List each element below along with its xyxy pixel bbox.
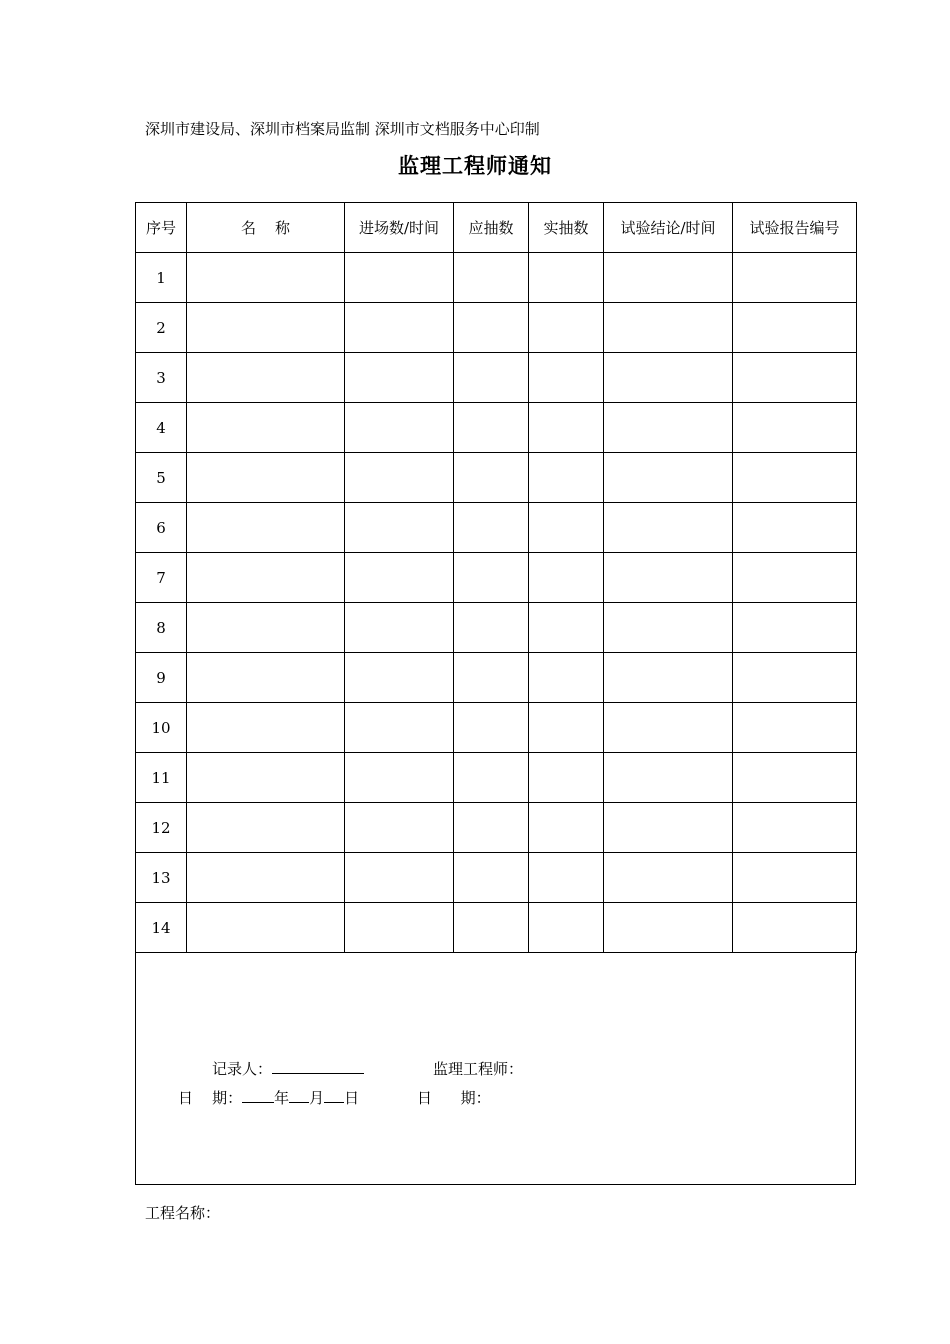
table-cell[interactable]: [604, 403, 733, 453]
table-cell[interactable]: [454, 353, 529, 403]
table-cell[interactable]: [604, 503, 733, 553]
table-cell[interactable]: [529, 353, 604, 403]
engineer-date-label: 日 期：: [417, 1089, 491, 1107]
row-number: 10: [136, 703, 187, 753]
table-cell[interactable]: [529, 553, 604, 603]
table-cell[interactable]: [345, 903, 454, 953]
table-cell[interactable]: [529, 653, 604, 703]
table-cell[interactable]: [529, 853, 604, 903]
table-cell[interactable]: [529, 603, 604, 653]
table-cell[interactable]: [187, 553, 345, 603]
table-cell[interactable]: [733, 403, 857, 453]
row-number: 11: [136, 753, 187, 803]
table-cell[interactable]: [454, 653, 529, 703]
row-number: 13: [136, 853, 187, 903]
table-cell[interactable]: [733, 253, 857, 303]
row-number: 8: [136, 603, 187, 653]
table-cell[interactable]: [345, 603, 454, 653]
table-cell[interactable]: [733, 653, 857, 703]
table-cell[interactable]: [529, 503, 604, 553]
table-cell[interactable]: [187, 853, 345, 903]
row-number: 9: [136, 653, 187, 703]
table-row: [136, 503, 857, 553]
table-cell[interactable]: [733, 453, 857, 503]
table-cell[interactable]: [604, 553, 733, 603]
table-cell[interactable]: [454, 553, 529, 603]
table-row: [136, 253, 857, 303]
table-row: [136, 303, 857, 353]
notice-table: [135, 202, 857, 953]
table-cell[interactable]: [454, 453, 529, 503]
table-cell[interactable]: [733, 903, 857, 953]
row-number: 2: [136, 303, 187, 353]
signature-box: [135, 951, 856, 1185]
row-number: 14: [136, 903, 187, 953]
row-number: 7: [136, 553, 187, 603]
table-cell[interactable]: [733, 553, 857, 603]
table-cell[interactable]: [529, 403, 604, 453]
table-row: [136, 753, 857, 803]
row-number: 12: [136, 803, 187, 853]
table-cell[interactable]: [187, 653, 345, 703]
table-cell[interactable]: [529, 253, 604, 303]
table-cell[interactable]: [454, 503, 529, 553]
table-cell[interactable]: [604, 903, 733, 953]
table-cell[interactable]: [733, 753, 857, 803]
table-cell[interactable]: [345, 303, 454, 353]
column-header: 实抽数: [529, 203, 604, 253]
month-blank[interactable]: [289, 1088, 309, 1103]
table-cell[interactable]: [604, 753, 733, 803]
document-title: 监理工程师通知: [398, 153, 552, 178]
table-cell[interactable]: [187, 903, 345, 953]
table-cell[interactable]: [187, 703, 345, 753]
table-cell[interactable]: [345, 353, 454, 403]
table-cell[interactable]: [733, 703, 857, 753]
table-cell[interactable]: [345, 803, 454, 853]
table-cell[interactable]: [733, 503, 857, 553]
table-cell[interactable]: [454, 803, 529, 853]
table-cell[interactable]: [345, 453, 454, 503]
row-number: 1: [136, 253, 187, 303]
table-cell[interactable]: [604, 803, 733, 853]
table-cell[interactable]: [604, 853, 733, 903]
year-label: 年: [274, 1089, 290, 1107]
table-cell[interactable]: [454, 753, 529, 803]
table-row: [136, 553, 857, 603]
year-blank[interactable]: [242, 1088, 274, 1103]
row-number: 4: [136, 403, 187, 453]
table-cell[interactable]: [345, 503, 454, 553]
table-cell[interactable]: [454, 853, 529, 903]
row-number: 6: [136, 503, 187, 553]
table-cell[interactable]: [529, 453, 604, 503]
table-row: [136, 903, 857, 953]
table-row: [136, 353, 857, 403]
table-cell[interactable]: [733, 803, 857, 853]
table-cell[interactable]: [529, 303, 604, 353]
table-cell[interactable]: [187, 253, 345, 303]
table-row: [136, 703, 857, 753]
table-cell[interactable]: [345, 653, 454, 703]
table-cell[interactable]: [187, 353, 345, 403]
table-cell[interactable]: [733, 853, 857, 903]
table-cell[interactable]: [454, 903, 529, 953]
table-cell[interactable]: [529, 803, 604, 853]
table-cell[interactable]: [345, 753, 454, 803]
table-cell[interactable]: [604, 253, 733, 303]
table-row: [136, 653, 857, 703]
table-row: [136, 453, 857, 503]
table-cell[interactable]: [345, 553, 454, 603]
table-cell[interactable]: [187, 303, 345, 353]
table-cell[interactable]: [454, 253, 529, 303]
table-row: [136, 803, 857, 853]
table-cell[interactable]: [454, 403, 529, 453]
row-number: 5: [136, 453, 187, 503]
table-cell[interactable]: [604, 353, 733, 403]
day-blank[interactable]: [324, 1088, 344, 1103]
column-header: 试验报告编号: [733, 203, 857, 253]
table-row: [136, 603, 857, 653]
table-cell[interactable]: [454, 303, 529, 353]
engineer-label: 监理工程师：: [433, 1060, 524, 1078]
table-cell[interactable]: [187, 503, 345, 553]
table-cell[interactable]: [345, 703, 454, 753]
table-cell[interactable]: [187, 403, 345, 453]
column-header: 序号: [136, 203, 187, 253]
column-header: 试验结论/时间: [604, 203, 733, 253]
table-cell[interactable]: [529, 903, 604, 953]
table-cell[interactable]: [345, 403, 454, 453]
table-cell[interactable]: [604, 653, 733, 703]
table-cell[interactable]: [604, 453, 733, 503]
table-cell[interactable]: [345, 253, 454, 303]
table-cell[interactable]: [187, 453, 345, 503]
table-cell[interactable]: [187, 803, 345, 853]
table-cell[interactable]: [454, 603, 529, 653]
day-label: 日: [344, 1089, 360, 1107]
recorder-label: 记录人：: [212, 1060, 273, 1078]
table-cell[interactable]: [733, 603, 857, 653]
project-name-label: 工程名称：: [145, 1204, 221, 1222]
column-header: 名 称: [187, 203, 345, 253]
column-header: 应抽数: [454, 203, 529, 253]
recorder-blank[interactable]: [272, 1059, 364, 1074]
table-cell[interactable]: [733, 353, 857, 403]
table-cell[interactable]: [529, 753, 604, 803]
table-cell[interactable]: [604, 303, 733, 353]
table-cell[interactable]: [604, 703, 733, 753]
table-row: [136, 403, 857, 453]
table-cell[interactable]: [604, 603, 733, 653]
recorder-line: [212, 1058, 364, 1079]
table-cell[interactable]: [187, 753, 345, 803]
table-row: [136, 853, 857, 903]
month-label: 月: [309, 1089, 325, 1107]
header-note: 深圳市建设局、深圳市档案局监制 深圳市文档服务中心印制: [145, 120, 540, 138]
row-number: 3: [136, 353, 187, 403]
table-cell[interactable]: [733, 303, 857, 353]
column-header: 进场数/时间: [345, 203, 454, 253]
table-cell[interactable]: [187, 603, 345, 653]
recorder-date-label: 日 期：: [178, 1089, 243, 1107]
table-cell[interactable]: [345, 853, 454, 903]
table-header-row: [136, 203, 857, 253]
table-cell[interactable]: [529, 703, 604, 753]
recorder-date-line: [178, 1087, 359, 1108]
table-cell[interactable]: [454, 703, 529, 753]
